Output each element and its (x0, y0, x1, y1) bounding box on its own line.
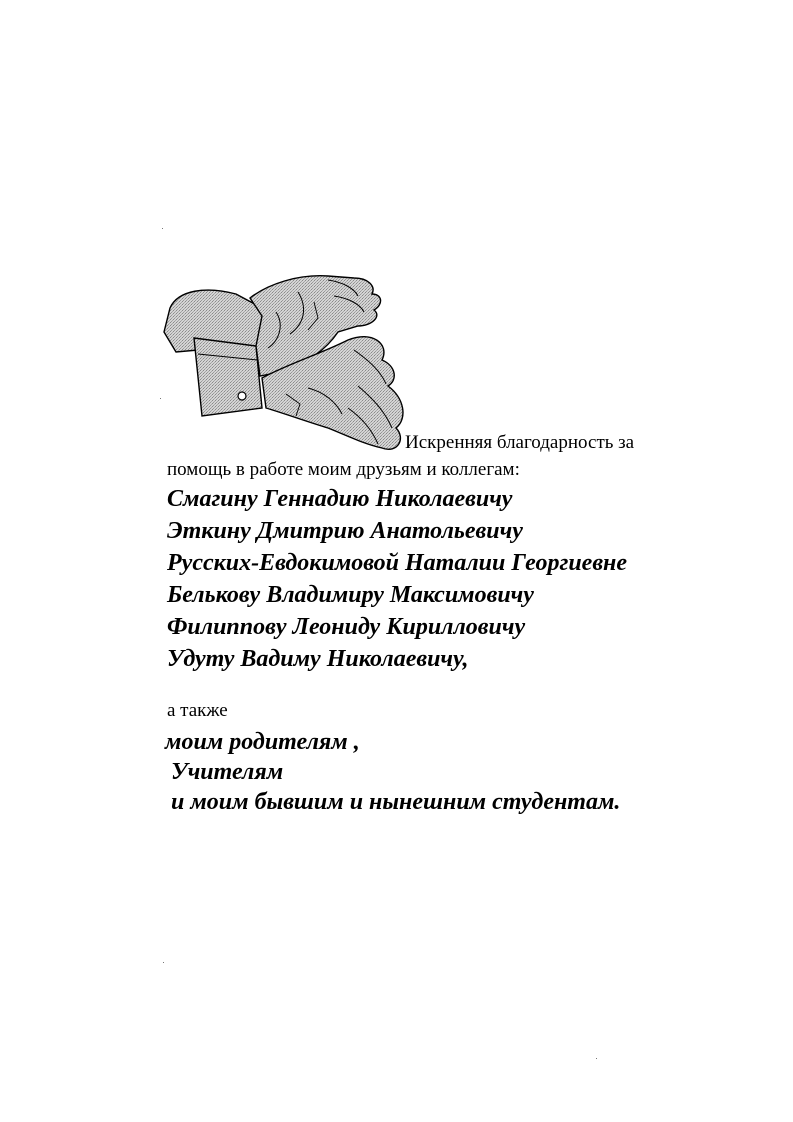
colleague-name: Эткину Дмитрию Анатольевичу (167, 518, 523, 544)
scan-speck (160, 398, 161, 399)
intro-line-2: помощь в работе моим друзьям и коллегам: (167, 459, 520, 480)
colleague-name: Филиппову Леониду Кирилловичу (167, 614, 526, 640)
colleague-name: Белькову Владимиру Максимовичу (167, 582, 534, 608)
intro-line-1: Искренняя благодарность за (405, 432, 635, 453)
thanks-line: и моим бывшим и нынешним студентам. (165, 789, 621, 815)
thanks-line: Учителям (165, 759, 284, 785)
thanks-list (165, 727, 620, 817)
hands-holding-icon (158, 268, 414, 458)
colleague-name: Смагину Геннадию Николаевичу (167, 486, 513, 512)
scan-speck (596, 1058, 597, 1059)
colleague-name: Русских-Евдокимовой Наталии Георгиевне (167, 550, 628, 576)
colleague-name: Удуту Вадиму Николаевичу, (167, 646, 469, 672)
scan-speck (162, 228, 163, 229)
scan-speck (163, 962, 164, 963)
also-label: а также (167, 700, 228, 721)
colleague-names-list (167, 483, 627, 675)
thanks-line: моим родителям , (165, 729, 360, 755)
